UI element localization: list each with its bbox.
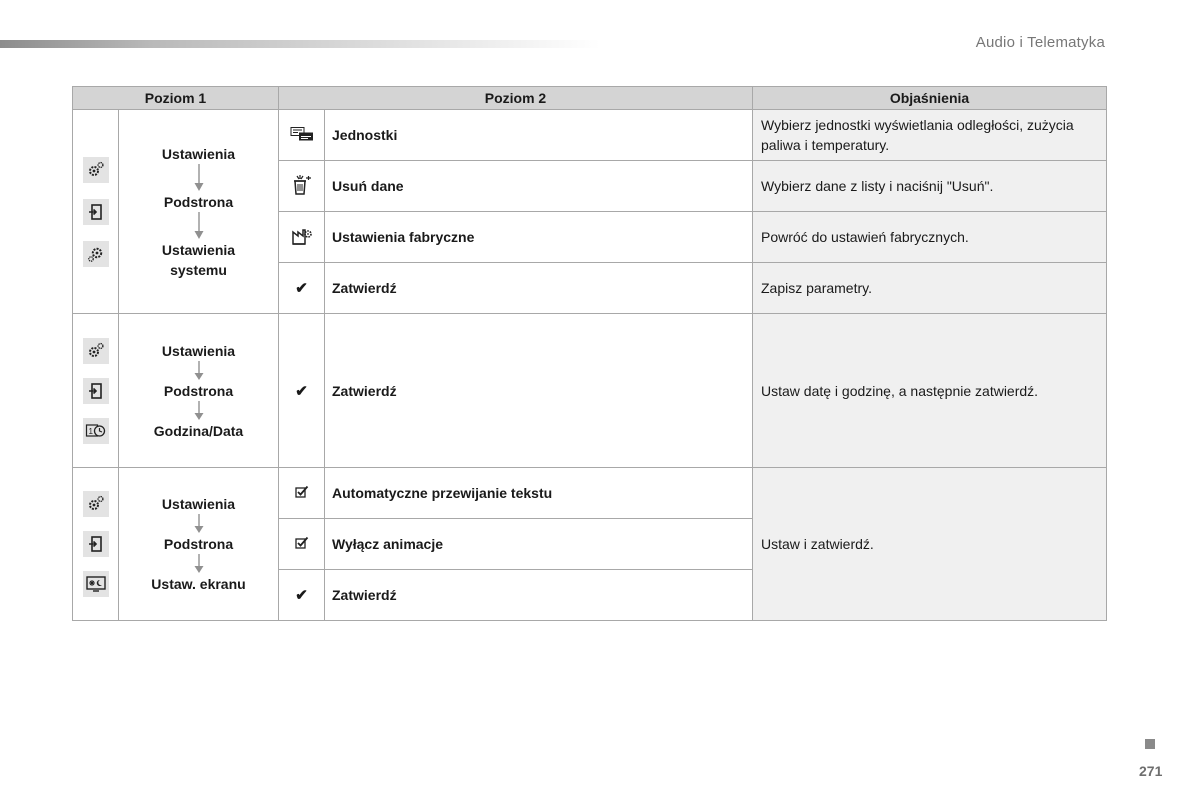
checkbox-icon <box>295 485 309 498</box>
level2-icon-cell <box>279 110 325 161</box>
check-icon: ✔ <box>295 382 308 400</box>
factory-settings-icon <box>291 226 313 246</box>
level2-label: Jednostki <box>325 110 753 161</box>
level2-icon-cell <box>279 212 325 263</box>
subpage-icon <box>83 378 109 404</box>
section-title: Audio i Telematyka <box>975 34 1105 51</box>
path-step: Podstrona <box>163 536 234 552</box>
settings-icon <box>83 491 109 517</box>
delete-data-icon <box>291 174 313 196</box>
clock-date-icon <box>83 418 109 444</box>
arrow-down-icon <box>194 361 204 381</box>
table-row <box>73 314 1107 468</box>
column-header-explanation: Objaśnienia <box>753 87 1107 110</box>
level2-icon-cell <box>279 468 325 519</box>
path-step: Ustawienia <box>161 496 236 512</box>
header-gradient-bar <box>0 40 600 48</box>
level2-label: Usuń dane <box>325 161 753 212</box>
path-step: Ustawienia <box>161 342 236 359</box>
explanation-text: Wybierz dane z listy i naciśnij "Usuń". <box>753 161 1107 212</box>
path-step: Podstrona <box>163 382 234 399</box>
subpage-icon <box>83 531 109 557</box>
path-step: Ustawienia <box>161 145 236 162</box>
column-header-level2: Poziom 2 <box>279 87 753 110</box>
level1-path-cell <box>119 314 279 468</box>
level2-icon-cell <box>279 314 325 468</box>
level2-label: Wyłącz animacje <box>325 519 753 570</box>
explanation-text: Ustaw i zatwierdź. <box>753 468 1107 621</box>
explanation-text: Ustaw datę i godzinę, a następnie zatwierdź. <box>753 314 1107 468</box>
units-icon <box>290 127 314 141</box>
level2-icon-cell <box>279 263 325 314</box>
page-number: 271 <box>1139 763 1163 779</box>
check-icon: ✔ <box>295 280 308 297</box>
arrow-down-icon <box>194 514 204 534</box>
settings-icon <box>83 157 109 183</box>
screen-settings-icon <box>83 571 109 597</box>
level2-label: Zatwierdź <box>325 314 753 468</box>
path-step: Ustawienia systemu <box>161 241 236 278</box>
arrow-down-icon <box>194 554 204 574</box>
arrow-down-icon <box>194 164 204 192</box>
arrow-down-icon <box>194 401 204 421</box>
path-step: Podstrona <box>163 193 234 210</box>
page-marker-square <box>1145 739 1155 749</box>
checkbox-icon <box>295 536 309 549</box>
system-settings-icon <box>83 241 109 267</box>
arrow-down-icon <box>194 212 204 240</box>
level2-label: Ustawienia fabryczne <box>325 212 753 263</box>
level2-label: Zatwierdź <box>325 263 753 314</box>
subpage-icon <box>83 199 109 225</box>
explanation-text: Powróć do ustawień fabrycznych. <box>753 212 1107 263</box>
level2-icon-cell <box>279 161 325 212</box>
level2-label: Zatwierdź <box>325 570 753 621</box>
settings-icon <box>83 338 109 364</box>
level1-icons-cell <box>73 110 119 314</box>
table-header-row <box>73 87 1107 110</box>
level2-icon-cell <box>279 570 325 621</box>
explanation-text: Wybierz jednostki wyświetlania odległości, zużycia paliwa i temperatury. <box>753 110 1107 161</box>
level1-icons-cell <box>73 314 119 468</box>
column-header-level1: Poziom 1 <box>73 87 279 110</box>
level2-icon-cell <box>279 519 325 570</box>
level2-label: Automatyczne przewijanie tekstu <box>325 468 753 519</box>
level1-icons-cell <box>73 468 119 621</box>
path-step: Godzina/Data <box>153 422 244 439</box>
table-row <box>73 110 1107 161</box>
svg-text:1: 1 <box>88 426 93 436</box>
level1-path-cell <box>119 468 279 621</box>
explanation-text: Zapisz parametry. <box>753 263 1107 314</box>
check-icon: ✔ <box>295 587 308 604</box>
settings-menu-table <box>72 86 1107 621</box>
table-row <box>73 468 1107 519</box>
path-step: Ustaw. ekranu <box>151 576 246 592</box>
level1-path-cell <box>119 110 279 314</box>
